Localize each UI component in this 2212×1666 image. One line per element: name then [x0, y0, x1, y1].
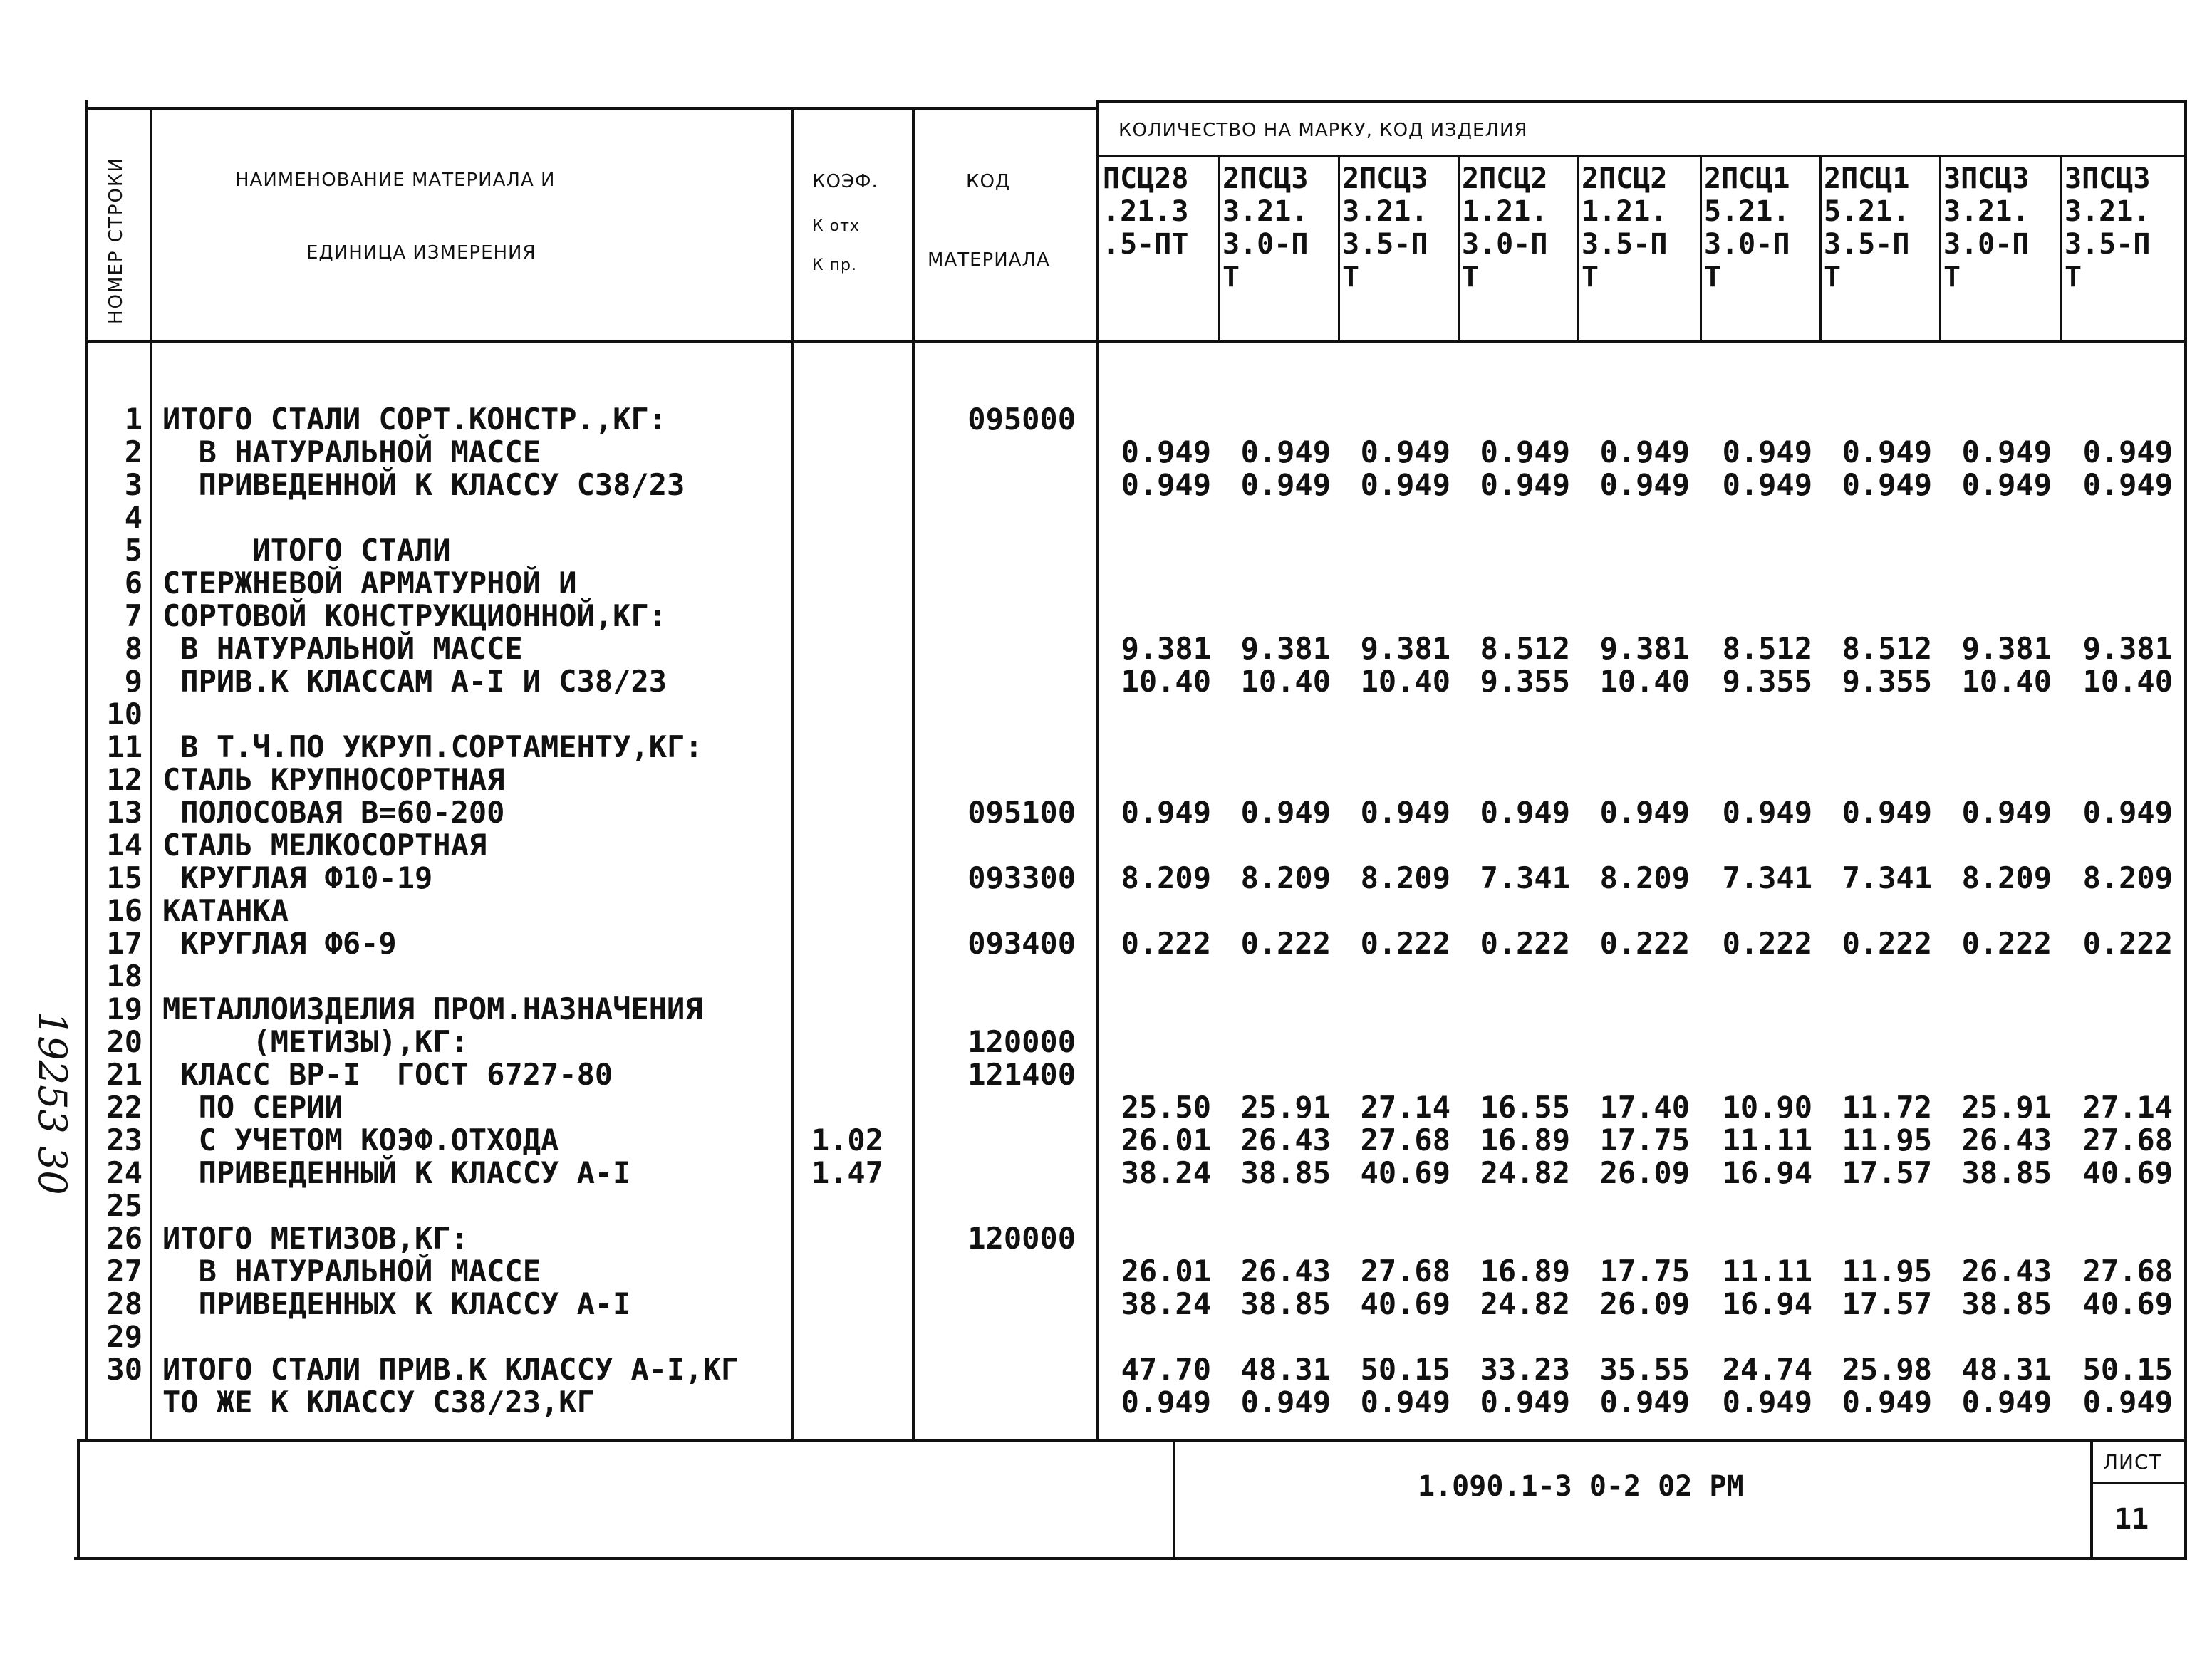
row-number: 5	[124, 533, 142, 568]
table-row	[0, 403, 2212, 436]
quantity-value: 27.68	[1360, 1123, 1450, 1157]
quantity-value: 16.89	[1480, 1254, 1570, 1288]
table-row	[0, 1288, 2212, 1321]
table-row	[0, 1386, 2212, 1419]
quantity-value: 9.381	[1961, 631, 2052, 666]
quantity-value: 38.85	[1240, 1286, 1331, 1321]
quantity-value: 26.01	[1121, 1123, 1211, 1157]
material-name: ПРИВ.К КЛАССАМ А-I И С38/23	[162, 664, 668, 699]
table-row	[0, 501, 2212, 534]
quantity-value: 8.209	[1599, 860, 1690, 895]
prod-div	[1577, 157, 1579, 342]
quantity-value: 10.40	[1360, 664, 1450, 699]
name-header-line1: НАИМЕНОВАНИЕ МАТЕРИАЛА И	[235, 170, 556, 191]
table-row	[0, 895, 2212, 927]
table-row	[0, 796, 2212, 829]
row-number: 21	[106, 1057, 142, 1092]
quantity-value: 9.355	[1842, 664, 1932, 699]
table-row	[0, 862, 2212, 895]
material-name: ИТОГО СТАЛИ ПРИВ.К КЛАССУ А-I,КГ	[162, 1352, 739, 1387]
quantity-value: 17.75	[1599, 1123, 1690, 1157]
quantity-value: 16.89	[1480, 1123, 1570, 1157]
quantity-value: 10.40	[2082, 664, 2173, 699]
material-name: ТО ЖЕ К КЛАССУ С38/23,КГ	[162, 1385, 595, 1420]
quantity-value: 0.949	[2082, 467, 2173, 502]
row-number: 20	[106, 1024, 142, 1059]
quantity-value: 24.82	[1480, 1286, 1570, 1321]
material-code: 095100	[967, 795, 1076, 830]
quantity-value: 0.949	[1599, 795, 1690, 830]
row-number: 29	[106, 1319, 142, 1354]
product-code-header: 2ПСЦ3 3.21. 3.0-П Т	[1222, 162, 1309, 293]
table-row	[0, 469, 2212, 501]
quantity-value: 11.11	[1722, 1123, 1812, 1157]
prod-div	[1939, 157, 1941, 342]
row-number: 15	[106, 860, 142, 895]
quantity-value: 0.949	[1599, 467, 1690, 502]
quantity-value: 17.57	[1842, 1155, 1932, 1190]
prod-div	[1458, 157, 1460, 342]
row-number: 14	[106, 828, 142, 863]
material-name: ИТОГО СТАЛИ СОРТ.КОНСТР.,КГ:	[162, 402, 668, 437]
row-number: 19	[106, 991, 142, 1026]
quantity-value: 0.949	[1842, 1385, 1932, 1420]
product-code-header: 2ПСЦ2 1.21. 3.0-П Т	[1462, 162, 1548, 293]
material-name: В НАТУРАЛЬНОЙ МАССЕ	[162, 1254, 541, 1288]
material-name: КАТАНКА	[162, 893, 289, 928]
quantity-value: 0.949	[1961, 434, 2052, 469]
quantity-value: 0.222	[2082, 926, 2173, 961]
row-number: 7	[124, 598, 142, 633]
quantity-value: 16.55	[1480, 1090, 1570, 1125]
quantity-value: 8.209	[1360, 860, 1450, 895]
table-row	[0, 1058, 2212, 1091]
row-number: 23	[106, 1123, 142, 1157]
quantity-value: 26.43	[1961, 1254, 2052, 1288]
quantity-value: 0.949	[1842, 795, 1932, 830]
quantity-value: 24.82	[1480, 1155, 1570, 1190]
coef-header-line2: К отх	[812, 217, 860, 235]
table-row	[0, 1026, 2212, 1058]
quantity-value: 8.209	[2082, 860, 2173, 895]
quantity-value: 0.949	[1240, 434, 1331, 469]
material-name: СТАЛЬ МЕЛКОСОРТНАЯ	[162, 828, 487, 863]
quantity-value: 0.949	[1240, 795, 1331, 830]
prod-div	[2060, 157, 2062, 342]
row-number: 11	[106, 729, 142, 764]
row-number: 2	[124, 434, 142, 469]
code-header-line2: МАТЕРИАЛА	[928, 249, 1050, 271]
frame-top-left	[85, 107, 1097, 110]
table-row	[0, 993, 2212, 1026]
quantity-value: 38.85	[1961, 1286, 2052, 1321]
table-row	[0, 731, 2212, 764]
row-number: 1	[124, 402, 142, 437]
quantity-value: 40.69	[1360, 1286, 1450, 1321]
quantity-value: 8.512	[1842, 631, 1932, 666]
material-name: ПОЛОСОВАЯ В=60-200	[162, 795, 505, 830]
material-code: 093400	[967, 926, 1076, 961]
material-name: СТАЛЬ КРУПНОСОРТНАЯ	[162, 762, 505, 797]
material-code: 095000	[967, 402, 1076, 437]
quantity-value: 0.949	[1121, 795, 1211, 830]
quantity-value: 0.949	[2082, 434, 2173, 469]
quantity-value: 10.40	[1240, 664, 1331, 699]
row-number: 25	[106, 1188, 142, 1223]
row-number: 4	[124, 500, 142, 535]
quantity-value: 0.949	[1961, 467, 2052, 502]
quantity-value: 8.209	[1121, 860, 1211, 895]
quantity-value: 0.222	[1360, 926, 1450, 961]
quantity-value: 9.355	[1480, 664, 1570, 699]
row-number: 8	[124, 631, 142, 666]
quantity-value: 0.222	[1240, 926, 1331, 961]
material-code: 121400	[967, 1057, 1076, 1092]
quantity-value: 16.94	[1722, 1286, 1812, 1321]
quantity-value: 50.15	[2082, 1352, 2173, 1387]
row-number: 18	[106, 959, 142, 994]
material-name: МЕТАЛЛОИЗДЕЛИЯ ПРОМ.НАЗНАЧЕНИЯ	[162, 991, 703, 1026]
quantity-value: 0.949	[1480, 1385, 1570, 1420]
quantity-value: 0.222	[1722, 926, 1812, 961]
material-name: КРУГЛАЯ Ф10-19	[162, 860, 433, 895]
material-code: 093300	[967, 860, 1076, 895]
table-row	[0, 1091, 2212, 1124]
quantity-value: 9.381	[2082, 631, 2173, 666]
material-name: СТЕРЖНЕВОЙ АРМАТУРНОЙ И	[162, 566, 577, 600]
quantity-value: 16.94	[1722, 1155, 1812, 1190]
doc-code: 1.090.1-3 0-2 02 РМ	[1418, 1470, 1744, 1503]
quantity-value: 0.949	[1961, 795, 2052, 830]
product-code-header: 2ПСЦ3 3.21. 3.5-П Т	[1342, 162, 1428, 293]
row-number: 28	[106, 1286, 142, 1321]
quantity-value: 0.222	[1480, 926, 1570, 961]
table-row	[0, 632, 2212, 665]
table-row	[0, 600, 2212, 632]
quantity-value: 0.949	[1599, 434, 1690, 469]
material-code: 120000	[967, 1024, 1076, 1059]
prod-div	[1700, 157, 1702, 342]
quantity-value: 17.57	[1842, 1286, 1932, 1321]
quantity-value: 26.09	[1599, 1155, 1690, 1190]
name-header-line2: ЕДИНИЦА ИЗМЕРЕНИЯ	[306, 242, 536, 264]
product-code-header: 3ПСЦ3 3.21. 3.0-П Т	[1943, 162, 2030, 293]
frame-top-right	[1097, 100, 2187, 103]
quantity-value: 7.341	[1722, 860, 1812, 895]
quantity-value: 8.512	[1480, 631, 1570, 666]
table-row	[0, 1189, 2212, 1222]
quantity-value: 26.01	[1121, 1254, 1211, 1288]
sheet-number: 11	[2114, 1503, 2149, 1536]
row-number: 3	[124, 467, 142, 502]
material-name: ИТОГО СТАЛИ	[162, 533, 451, 568]
quantity-value: 25.91	[1961, 1090, 2052, 1125]
quantity-value: 9.355	[1722, 664, 1812, 699]
coef-header-line1: КОЭФ.	[812, 171, 878, 192]
material-name: ИТОГО МЕТИЗОВ,КГ:	[162, 1221, 469, 1256]
qty-header: КОЛИЧЕСТВО НА МАРКУ, КОД ИЗДЕЛИЯ	[1118, 120, 1528, 141]
quantity-value: 17.40	[1599, 1090, 1690, 1125]
row-number: 24	[106, 1155, 142, 1190]
quantity-value: 10.90	[1722, 1090, 1812, 1125]
material-name: ПРИВЕДЕННОЙ К КЛАССУ С38/23	[162, 467, 685, 502]
quantity-value: 38.24	[1121, 1155, 1211, 1190]
quantity-value: 27.68	[2082, 1254, 2173, 1288]
prod-div	[1218, 157, 1220, 342]
material-name: ПРИВЕДЕННЫЙ К КЛАССУ А-I	[162, 1155, 631, 1190]
row-number: 12	[106, 762, 142, 797]
material-name: ПРИВЕДЕННЫХ К КЛАССУ А-I	[162, 1286, 631, 1321]
quantity-value: 0.949	[1480, 467, 1570, 502]
quantity-value: 0.949	[1722, 467, 1812, 502]
quantity-value: 7.341	[1842, 860, 1932, 895]
quantity-value: 0.949	[1722, 1385, 1812, 1420]
quantity-value: 0.949	[1722, 434, 1812, 469]
quantity-value: 7.341	[1480, 860, 1570, 895]
row-number: 16	[106, 893, 142, 928]
quantity-value: 25.98	[1842, 1352, 1932, 1387]
material-name: КЛАСС ВР-I ГОСТ 6727-80	[162, 1057, 613, 1092]
coef-header-line3: К пр.	[812, 256, 857, 274]
quantity-value: 0.949	[1360, 467, 1450, 502]
quantity-value: 35.55	[1599, 1352, 1690, 1387]
product-code-header: 2ПСЦ2 1.21. 3.5-П Т	[1582, 162, 1668, 293]
table-row	[0, 1124, 2212, 1157]
quantity-value: 38.24	[1121, 1286, 1211, 1321]
quantity-value: 27.14	[2082, 1090, 2173, 1125]
qty-subhdr-line	[1097, 155, 2187, 157]
footer-bottom	[74, 1557, 2187, 1560]
quantity-value: 26.43	[1961, 1123, 2052, 1157]
row-number: 27	[106, 1254, 142, 1288]
coefficient: 1.02	[811, 1123, 883, 1157]
table-row	[0, 698, 2212, 731]
quantity-value: 38.85	[1240, 1155, 1331, 1190]
table-row	[0, 665, 2212, 698]
quantity-value: 0.949	[1360, 795, 1450, 830]
quantity-value: 26.43	[1240, 1254, 1331, 1288]
row-number-header: НОМЕР СТРОКИ	[105, 157, 127, 324]
table-row	[0, 829, 2212, 862]
material-name: В Т.Ч.ПО УКРУП.СОРТАМЕНТУ,КГ:	[162, 729, 703, 764]
table-row	[0, 1255, 2212, 1288]
material-name: ПО СЕРИИ	[162, 1090, 343, 1125]
quantity-value: 9.381	[1121, 631, 1211, 666]
quantity-value: 0.949	[1121, 434, 1211, 469]
quantity-value: 8.209	[1961, 860, 2052, 895]
quantity-value: 0.949	[1480, 795, 1570, 830]
row-number: 26	[106, 1221, 142, 1256]
quantity-value: 8.209	[1240, 860, 1331, 895]
product-code-header: ПСЦ28 .21.3 .5-ПТ	[1103, 162, 1189, 261]
quantity-value: 10.40	[1599, 664, 1690, 699]
quantity-value: 48.31	[1240, 1352, 1331, 1387]
footer-sheet-left	[2090, 1439, 2093, 1560]
quantity-value: 48.31	[1961, 1352, 2052, 1387]
quantity-value: 10.40	[1961, 664, 2052, 699]
quantity-value: 38.85	[1961, 1155, 2052, 1190]
quantity-value: 0.222	[1961, 926, 2052, 961]
quantity-value: 11.95	[1842, 1123, 1932, 1157]
material-name: В НАТУРАЛЬНОЙ МАССЕ	[162, 434, 541, 469]
prod-div	[1819, 157, 1822, 342]
row-number: 6	[124, 566, 142, 600]
footer-sheet-mid	[2090, 1482, 2187, 1484]
quantity-value: 0.222	[1121, 926, 1211, 961]
quantity-value: 33.23	[1480, 1352, 1570, 1387]
quantity-value: 11.72	[1842, 1090, 1932, 1125]
material-code: 120000	[967, 1221, 1076, 1256]
table-row	[0, 1222, 2212, 1255]
row-number: 30	[106, 1352, 142, 1387]
quantity-value: 0.949	[1480, 434, 1570, 469]
table-row	[0, 1157, 2212, 1189]
row-number: 9	[124, 664, 142, 699]
material-name: С УЧЕТОМ КОЭФ.ОТХОДА	[162, 1123, 559, 1157]
footer-mid	[1173, 1439, 1175, 1560]
quantity-value: 0.949	[1842, 434, 1932, 469]
table-row	[0, 436, 2212, 469]
quantity-value: 0.949	[2082, 1385, 2173, 1420]
quantity-value: 24.74	[1722, 1352, 1812, 1387]
quantity-value: 9.381	[1240, 631, 1331, 666]
quantity-value: 47.70	[1121, 1352, 1211, 1387]
table-row	[0, 1321, 2212, 1353]
quantity-value: 27.14	[1360, 1090, 1450, 1125]
product-code-header: 3ПСЦ3 3.21. 3.5-П Т	[2065, 162, 2151, 293]
quantity-value: 40.69	[2082, 1155, 2173, 1190]
material-name: КРУГЛАЯ Ф6-9	[162, 926, 397, 961]
quantity-value: 17.75	[1599, 1254, 1690, 1288]
table-row	[0, 1353, 2212, 1386]
sheet-label: ЛИСТ	[2103, 1450, 2162, 1474]
product-code-header: 2ПСЦ1 5.21. 3.0-П Т	[1704, 162, 1790, 293]
quantity-value: 9.381	[1360, 631, 1450, 666]
prod-div	[1338, 157, 1340, 342]
quantity-value: 0.949	[1121, 1385, 1211, 1420]
row-number: 22	[106, 1090, 142, 1125]
quantity-value: 0.949	[1121, 467, 1211, 502]
table-row	[0, 764, 2212, 796]
footer-left	[77, 1439, 80, 1560]
quantity-value: 0.949	[1961, 1385, 2052, 1420]
coefficient: 1.47	[811, 1155, 883, 1190]
quantity-value: 0.949	[2082, 795, 2173, 830]
code-header-line1: КОД	[966, 171, 1011, 192]
quantity-value: 9.381	[1599, 631, 1690, 666]
table-row	[0, 567, 2212, 600]
quantity-value: 0.949	[1722, 795, 1812, 830]
quantity-value: 40.69	[1360, 1155, 1450, 1190]
quantity-value: 25.50	[1121, 1090, 1211, 1125]
quantity-value: 40.69	[2082, 1286, 2173, 1321]
product-code-header: 2ПСЦ1 5.21. 3.5-П Т	[1824, 162, 1910, 293]
row-number: 17	[106, 926, 142, 961]
quantity-value: 50.15	[1360, 1352, 1450, 1387]
quantity-value: 0.949	[1360, 434, 1450, 469]
quantity-value: 0.949	[1240, 1385, 1331, 1420]
quantity-value: 0.949	[1240, 467, 1331, 502]
quantity-value: 26.43	[1240, 1123, 1331, 1157]
quantity-value: 0.949	[1842, 467, 1932, 502]
quantity-value: 25.91	[1240, 1090, 1331, 1125]
quantity-value: 11.11	[1722, 1254, 1812, 1288]
material-name: СОРТОВОЙ КОНСТРУКЦИОННОЙ,КГ:	[162, 598, 668, 633]
quantity-value: 27.68	[1360, 1254, 1450, 1288]
quantity-value: 0.222	[1842, 926, 1932, 961]
header-bottom	[85, 340, 2187, 343]
table-row	[0, 960, 2212, 993]
footer-top	[77, 1439, 2187, 1442]
row-number: 10	[106, 697, 142, 732]
quantity-value: 0.222	[1599, 926, 1690, 961]
material-name: В НАТУРАЛЬНОЙ МАССЕ	[162, 631, 523, 666]
table-row	[0, 534, 2212, 567]
side-note: 19253 30	[30, 1011, 75, 1195]
quantity-value: 0.949	[1599, 1385, 1690, 1420]
quantity-value: 8.512	[1722, 631, 1812, 666]
quantity-value: 0.949	[1360, 1385, 1450, 1420]
table-row	[0, 927, 2212, 960]
quantity-value: 11.95	[1842, 1254, 1932, 1288]
quantity-value: 27.68	[2082, 1123, 2173, 1157]
row-number: 13	[106, 795, 142, 830]
quantity-value: 26.09	[1599, 1286, 1690, 1321]
quantity-value: 10.40	[1121, 664, 1211, 699]
material-name: (МЕТИЗЫ),КГ:	[162, 1024, 469, 1059]
